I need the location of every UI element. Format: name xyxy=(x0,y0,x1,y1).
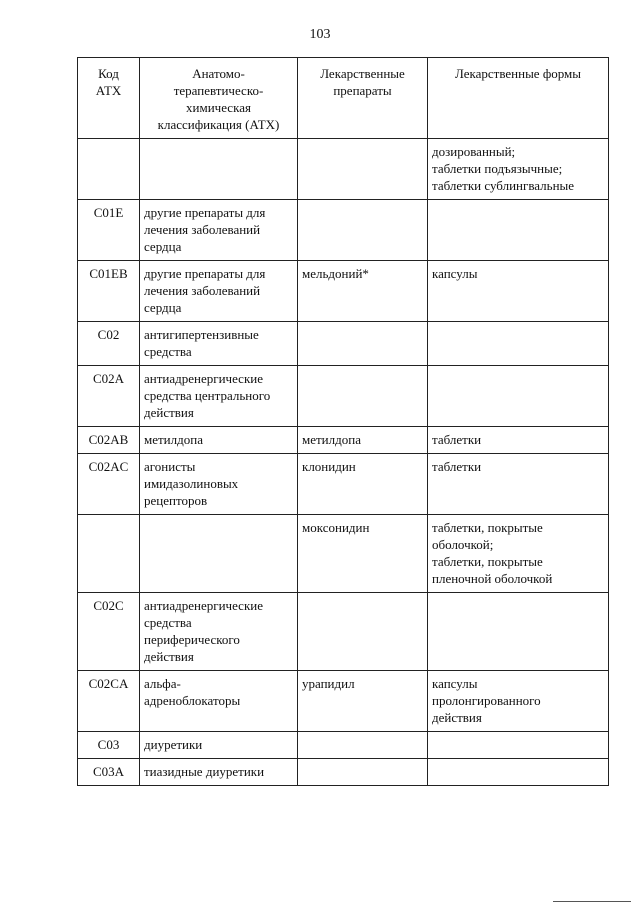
dosage-form-cell: таблетки xyxy=(428,454,609,515)
atx-code-cell: C02AC xyxy=(78,454,140,515)
classification-cell: тиазидные диуретики xyxy=(140,759,298,786)
atx-code-cell: C03 xyxy=(78,732,140,759)
classification-cell: антиадренергические средства центрального действия xyxy=(140,366,298,427)
page-number: 103 xyxy=(309,27,331,42)
classification-cell: другие препараты для лечения заболеваний сердца xyxy=(140,261,298,322)
table-row xyxy=(78,454,609,515)
atx-code-cell: C02CA xyxy=(78,671,140,732)
dosage-form-cell: таблетки xyxy=(428,427,609,454)
classification-cell xyxy=(140,139,298,200)
table-row xyxy=(78,200,609,261)
drug-cell xyxy=(298,593,428,671)
drug-cell xyxy=(298,139,428,200)
table-row xyxy=(78,322,609,366)
footer-rule xyxy=(553,901,631,902)
atx-code-cell: C02C xyxy=(78,593,140,671)
drug-cell xyxy=(298,200,428,261)
drug-cell xyxy=(298,322,428,366)
dosage-form-cell xyxy=(428,759,609,786)
classification-cell: агонисты имидазолиновых рецепторов xyxy=(140,454,298,515)
header-atx-classification: Анатомо- терапевтическо- химическая классификация (АТХ) xyxy=(140,58,298,139)
dosage-form-cell: дозированный; таблетки подъязычные; таблетки сублингвальные xyxy=(428,139,609,200)
header-dosage-forms: Лекарственные формы xyxy=(428,58,609,139)
atx-drug-table xyxy=(77,57,609,786)
classification-cell: диуретики xyxy=(140,732,298,759)
atx-code-cell: C01E xyxy=(78,200,140,261)
table-row xyxy=(78,139,609,200)
drug-cell: урапидил xyxy=(298,671,428,732)
header-atx-code: Код АТХ xyxy=(78,58,140,139)
classification-cell xyxy=(140,515,298,593)
table-header-row xyxy=(78,58,609,139)
atx-code-cell: C02A xyxy=(78,366,140,427)
atx-code-cell: C02AB xyxy=(78,427,140,454)
drug-cell: метилдопа xyxy=(298,427,428,454)
table-row xyxy=(78,515,609,593)
classification-cell: другие препараты для лечения заболеваний сердца xyxy=(140,200,298,261)
drug-cell: моксонидин xyxy=(298,515,428,593)
dosage-form-cell xyxy=(428,732,609,759)
table-row xyxy=(78,261,609,322)
table-row xyxy=(78,671,609,732)
atx-code-cell xyxy=(78,139,140,200)
dosage-form-cell xyxy=(428,366,609,427)
drug-cell xyxy=(298,366,428,427)
dosage-form-cell: капсулы xyxy=(428,261,609,322)
classification-cell: альфа- адреноблокаторы xyxy=(140,671,298,732)
table-row xyxy=(78,732,609,759)
drug-cell: клонидин xyxy=(298,454,428,515)
table-row xyxy=(78,759,609,786)
classification-cell: антиадренергические средства периферического действия xyxy=(140,593,298,671)
table-row xyxy=(78,593,609,671)
atx-code-cell: C01EB xyxy=(78,261,140,322)
drug-cell xyxy=(298,759,428,786)
dosage-form-cell: таблетки, покрытые оболочкой; таблетки, покрытые пленочной оболочкой xyxy=(428,515,609,593)
classification-cell: метилдопа xyxy=(140,427,298,454)
table-row xyxy=(78,366,609,427)
dosage-form-cell xyxy=(428,593,609,671)
dosage-form-cell xyxy=(428,200,609,261)
dosage-form-cell: капсулы пролонгированного действия xyxy=(428,671,609,732)
atx-code-cell xyxy=(78,515,140,593)
atx-code-cell: C02 xyxy=(78,322,140,366)
classification-cell: антигипертензивные средства xyxy=(140,322,298,366)
header-drugs: Лекарственные препараты xyxy=(298,58,428,139)
dosage-form-cell xyxy=(428,322,609,366)
drug-cell: мельдоний* xyxy=(298,261,428,322)
table-row xyxy=(78,427,609,454)
atx-code-cell: C03A xyxy=(78,759,140,786)
drug-cell xyxy=(298,732,428,759)
